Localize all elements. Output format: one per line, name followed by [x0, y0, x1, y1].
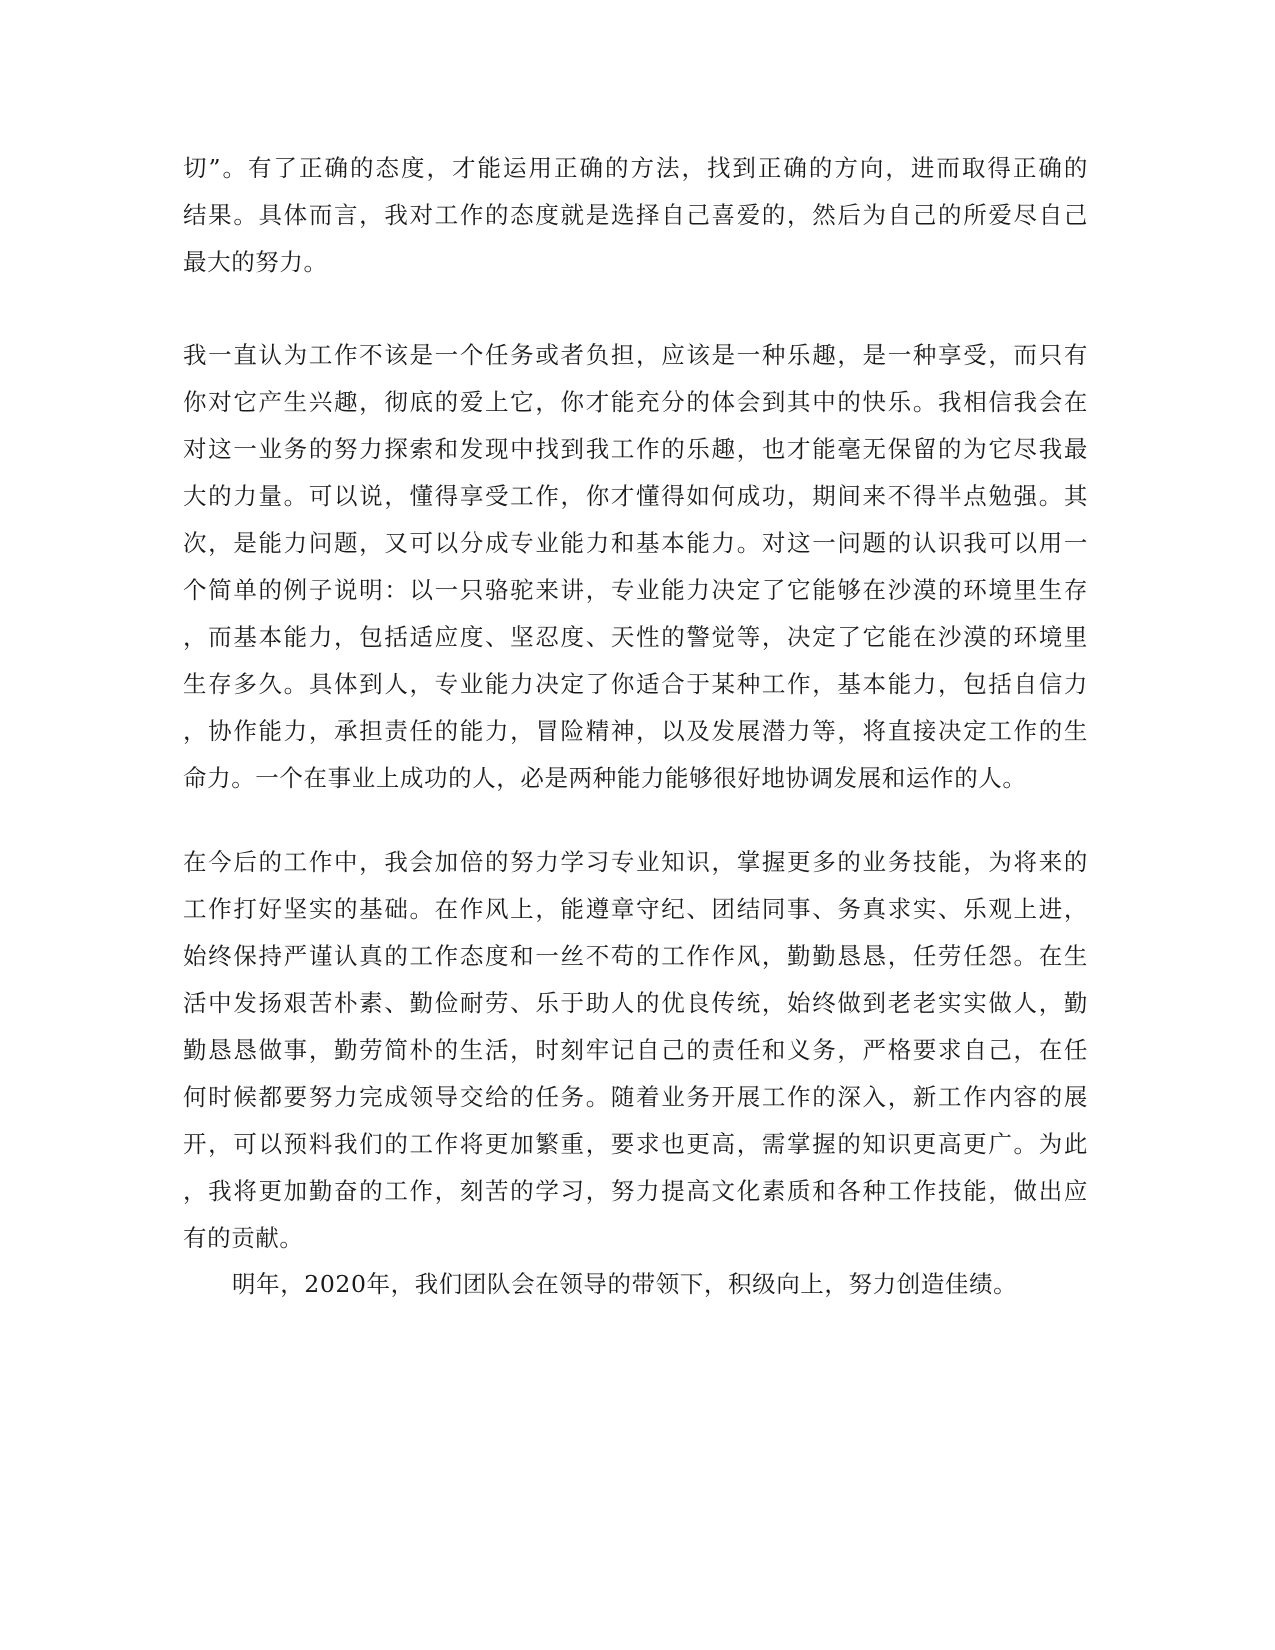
paragraph-4 — [183, 1261, 1088, 1308]
closing-line: 明年，2020年，我们团队会在领导的带领下，积级向上，努力创造佳绩。 — [232, 1270, 1018, 1298]
paragraph-line: 大的力量。可以说，懂得享受工作，你才懂得如何成功，期间来不得半点勉强。其 — [183, 482, 1088, 510]
paragraph-line: 命力。一个在事业上成功的人，必是两种能力能够很好地协调发展和运作的人。 — [183, 764, 1027, 792]
paragraph-line: 最大的努力。 — [183, 248, 328, 276]
paragraph-line: ，而基本能力，包括适应度、坚忍度、天性的警觉等，决定了它能在沙漠的环境里 — [183, 623, 1088, 651]
paragraph-3 — [183, 839, 1088, 1262]
paragraph-line: 我一直认为工作不该是一个任务或者负担，应该是一种乐趣，是一种享受，而只有 — [183, 341, 1088, 369]
paragraph-line: 始终保持严谨认真的工作态度和一丝不苟的工作作风，勤勤恳恳，任劳任怨。在生 — [183, 942, 1088, 970]
paragraph-line: 你对它产生兴趣，彻底的爱上它，你才能充分的体会到其中的快乐。我相信我会在 — [183, 388, 1088, 416]
paragraph-2 — [183, 332, 1088, 802]
paragraph-line: 开，可以预料我们的工作将更加繁重，要求也更高，需掌握的知识更高更广。为此 — [183, 1130, 1088, 1158]
paragraph-line: 在今后的工作中，我会加倍的努力学习专业知识，掌握更多的业务技能，为将来的 — [183, 848, 1088, 876]
paragraph-line: ，协作能力，承担责任的能力，冒险精神，以及发展潜力等，将直接决定工作的生 — [183, 717, 1088, 745]
paragraph-line: 生存多久。具体到人，专业能力决定了你适合于某种工作，基本能力，包括自信力 — [183, 670, 1088, 698]
paragraph-line: 次，是能力问题，又可以分成专业能力和基本能力。对这一问题的认识我可以用一 — [183, 529, 1088, 557]
paragraph-line: 活中发扬艰苦朴素、勤俭耐劳、乐于助人的优良传统，始终做到老老实实做人，勤 — [183, 989, 1088, 1017]
paragraph-line: 结果。具体而言，我对工作的态度就是选择自己喜爱的，然后为自己的所爱尽自己 — [183, 201, 1088, 229]
paragraph-line: 对这一业务的努力探索和发现中找到我工作的乐趣，也才能毫无保留的为它尽我最 — [183, 435, 1088, 463]
paragraph-line: 勤恳恳做事，勤劳简朴的生活，时刻牢记自己的责任和义务，严格要求自己，在任 — [183, 1036, 1088, 1064]
paragraph-line: 工作打好坚实的基础。在作风上，能遵章守纪、团结同事、务真求实、乐观上进， — [183, 895, 1088, 923]
paragraph-line: ，我将更加勤奋的工作，刻苦的学习，努力提高文化素质和各种工作技能，做出应 — [183, 1177, 1088, 1205]
paragraph-line: 切”。有了正确的态度，才能运用正确的方法，找到正确的方向，进而取得正确的 — [183, 154, 1088, 182]
paragraph-line: 个简单的例子说明：以一只骆驼来讲，专业能力决定了它能够在沙漠的环境里生存 — [183, 576, 1088, 604]
paragraph-line: 何时候都要努力完成领导交给的任务。随着业务开展工作的深入，新工作内容的展 — [183, 1083, 1088, 1111]
paragraph-1 — [183, 145, 1088, 286]
paragraph-line: 有的贡献。 — [183, 1224, 304, 1252]
